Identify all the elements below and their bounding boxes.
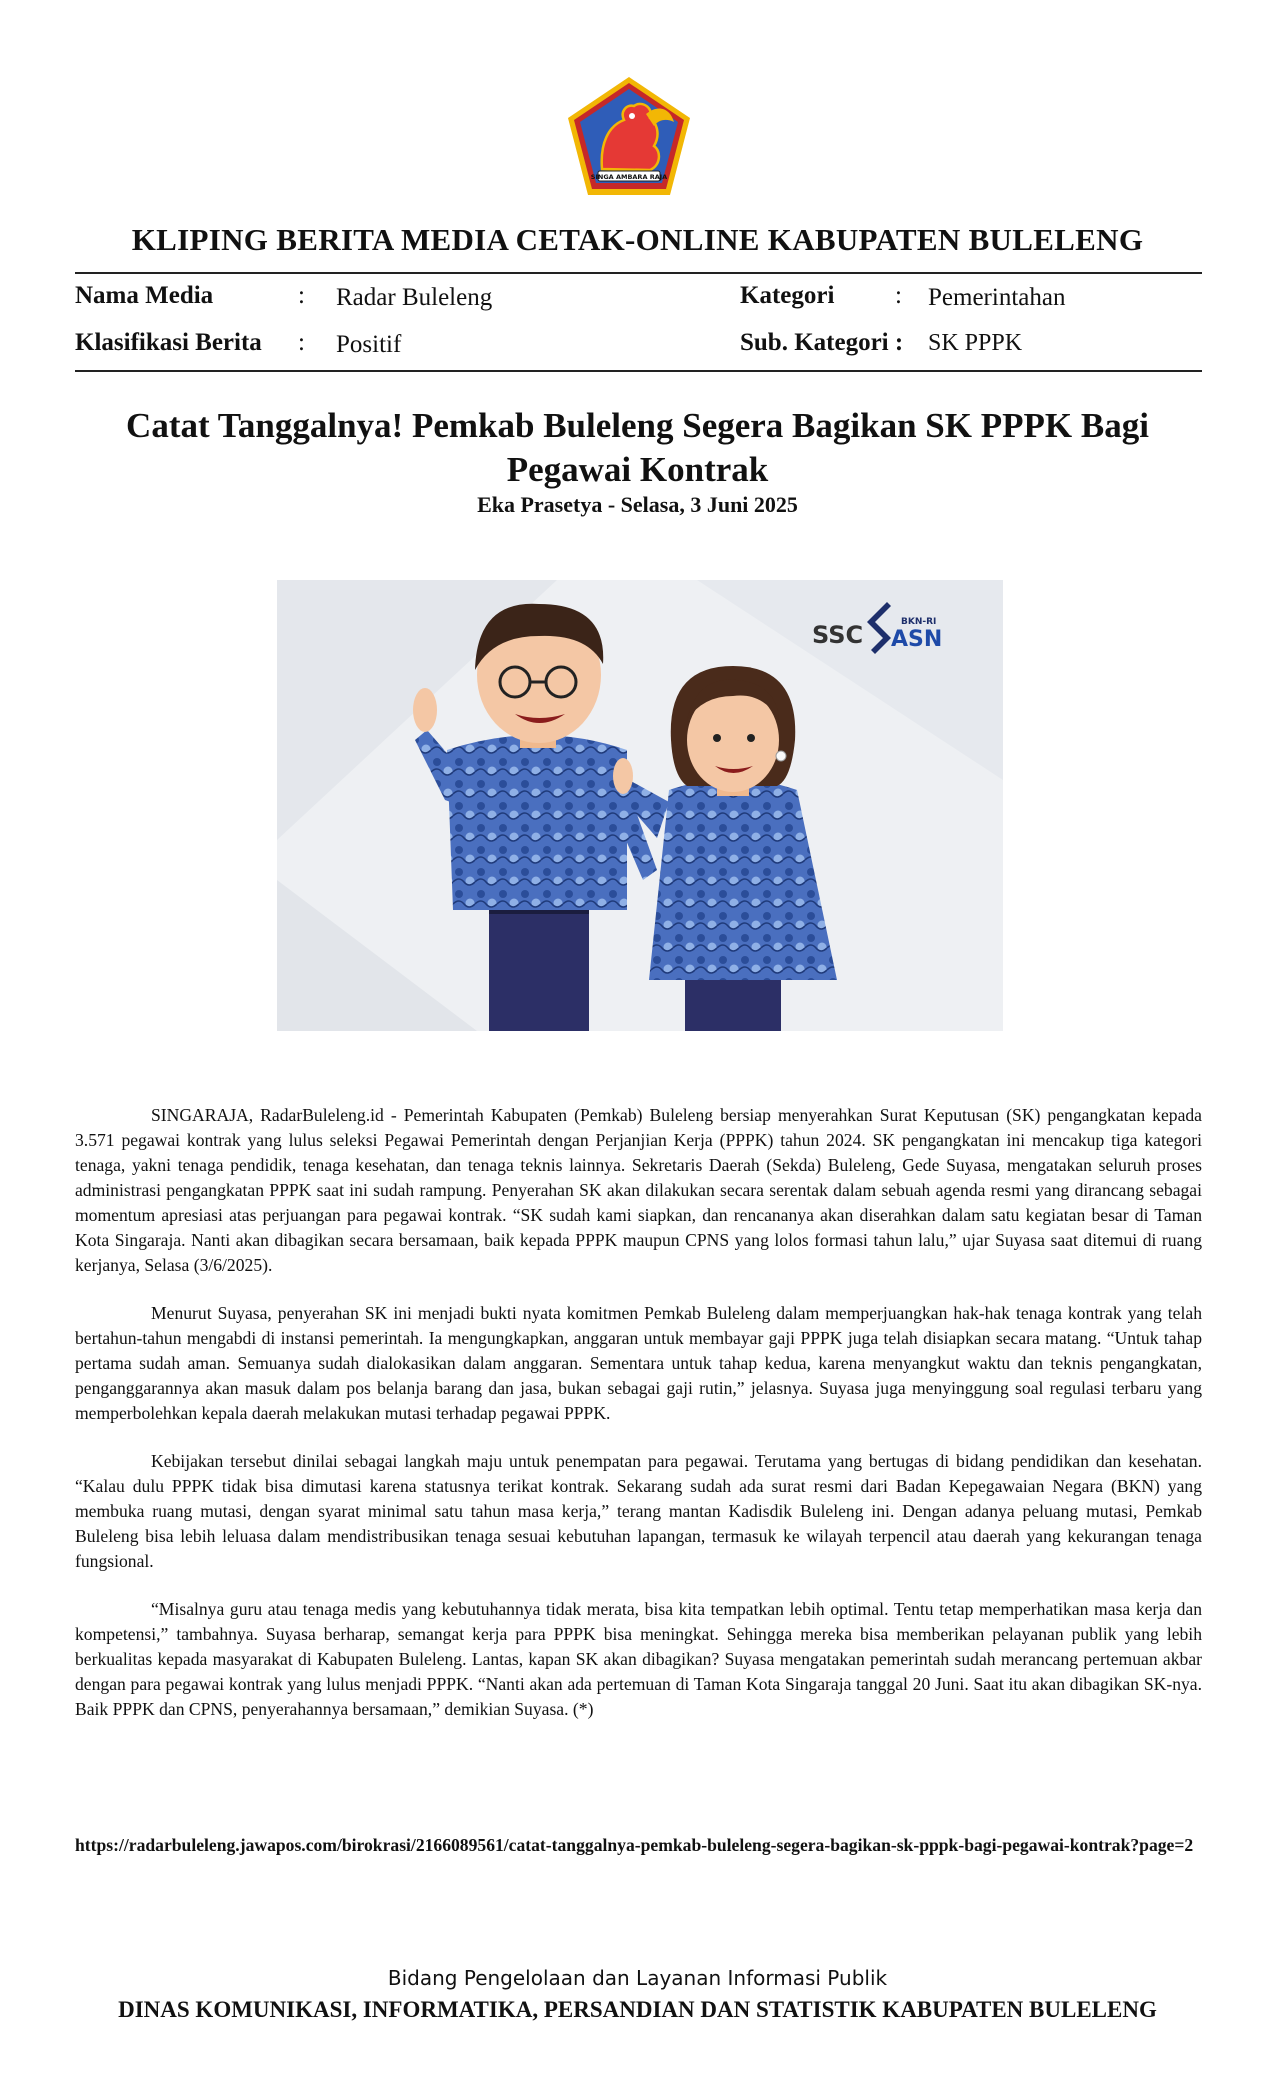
classification-value: Positif [336, 331, 402, 358]
media-label: Nama Media [75, 282, 214, 309]
subcategory-value: SK PPPK [928, 330, 1023, 356]
regency-logo [562, 74, 696, 198]
ssc-logo-text: SSC [812, 621, 864, 649]
source-link[interactable]: https://radarbuleleng.jawapos.com/birokrasi/2166089561/catat-tanggalnya-pemkab-buleleng-segera-bagikan-sk-pppk-bagi-pegawai-kontrak?page=2 [75, 1835, 1194, 1855]
article-byline: Eka Prasetya - Selasa, 3 Juni 2025 [477, 492, 798, 517]
article-headline: Catat Tanggalnya! Pemkab Buleleng Segera Bagikan SK PPPK Bagi Pegawai Kontrak [126, 406, 1149, 489]
bkn-logo-text: BKN-RI [901, 617, 937, 627]
article-body [75, 1103, 1202, 1745]
article-paragraph: “Misalnya guru atau tenaga medis yang kebutuhannya tidak merata, bisa kita tempatkan lebih optimal. Tentu tetap memperhatikan masa kerja dan kompetensi,” tambahnya. Suyasa berharap, semangat kerja para PPPK bisa meningkat. Sehingga mereka bisa memberikan pelayanan publik yang lebih berkualitas kepada masyarakat di Kabupaten Buleleng. Lantas, kapan SK akan dibagikan? Suyasa mengatakan pemerintah sudah merancang pertemuan akbar dengan para pegawai kontrak yang lulus menjadi PPPK. “Nanti akan ada pertemuan di Taman Kota Singaraja tanggal 20 Juni. Saat itu akan dibagikan SK-nya. Baik PPPK dan CPNS, penyerahannya bersamaan,” demikian Suyasa. (*) [75, 1599, 1202, 1719]
document-title: KLIPING BERITA MEDIA CETAK-ONLINE KABUPATEN BULELENG [131, 222, 1144, 257]
colon-separator: : [298, 282, 305, 309]
classification-label: Klasifikasi Berita [75, 329, 262, 356]
subcategory-label: Sub. Kategori : [740, 329, 904, 356]
svg-text:SINGA AMBARA RAJA: SINGA AMBARA RAJA [590, 173, 668, 181]
colon-separator: : [298, 329, 305, 356]
footer-division: Bidang Pengelolaan dan Layanan Informasi Publik [387, 1966, 888, 1990]
asn-logo-text: ASN [891, 627, 943, 652]
divider-top [75, 272, 1202, 274]
media-value: Radar Buleleng [336, 284, 493, 311]
category-value: Pemerintahan [928, 284, 1066, 311]
category-label: Kategori [740, 282, 835, 309]
article-paragraph: Kebijakan tersebut dinilai sebagai langkah maju untuk penempatan para pegawai. Terutama yang bertugas di bidang pendidikan dan kesehatan. “Kalau dulu PPPK tidak bisa dimutasi karena statusnya terikat kontrak. Sekarang sudah ada surat resmi dari Badan Kepegawaian Negara (BKN) yang membuka ruang mutasi, dengan syarat minimal satu tahun masa kerja,” terang mantan Kadisdik Buleleng ini. Dengan adanya peluang mutasi, Pemkab Buleleng bisa lebih leluasa dalam mendistribusikan tenaga sesuai kebutuhan lapangan, termasuk ke wilayah terpencil atau daerah yang kekurangan tenaga fungsional. [75, 1451, 1202, 1571]
footer-agency: DINAS KOMUNIKASI, INFORMATIKA, PERSANDIAN DAN STATISTIK KABUPATEN BULELENG [118, 1997, 1157, 2022]
divider-bottom [75, 370, 1202, 372]
colon-separator: : [895, 282, 902, 309]
article-paragraph: SINGARAJA, RadarBuleleng.id - Pemerintah Kabupaten (Pemkab) Buleleng bersiap menyerahkan Surat Keputusan (SK) pengangkatan kepada 3.571 pegawai kontrak yang lulus seleksi Pegawai Pemerintah dengan Perjanjian Kerja (PPPK) tahun 2024. SK pengangkatan ini mencakup tiga kategori tenaga, yakni tenaga pendidik, tenaga kesehatan, dan tenaga teknis lainnya. Sekretaris Daerah (Sekda) Buleleng, Gede Suyasa, mengatakan seluruh proses administrasi pengangkatan PPPK saat ini sudah rampung. Penyerahan SK akan dilakukan secara serentak dalam sebuah agenda resmi yang dirancang sebagai momentum apresiasi atas perjuangan para pegawai kontrak. “SK sudah kami siapkan, dan rencananya akan diserahkan dalam satu kegiatan besar di Taman Kota Singaraja. Nanti akan dibagikan secara bersamaan, baik kepada PPPK maupun CPNS yang lolos formasi tahun lalu,” ujar Suyasa saat ditemui di ruang kerjanya, Selasa (3/6/2025). [75, 1105, 1202, 1275]
article-paragraph: Menurut Suyasa, penyerahan SK ini menjadi bukti nyata komitmen Pemkab Buleleng dalam memperjuangkan hak-hak tenaga kontrak yang telah bertahun-tahun mengabdi di instansi pemerintah. Ia mengungkapkan, anggaran untuk membayar gaji PPPK juga telah disiapkan secara matang. “Untuk tahap pertama sudah aman. Semuanya sudah dialokasikan dalam anggaran. Sementara untuk tahap kedua, karena menyangkut waktu dan teknis pengangkatan, penganggarannya akan masuk dalam pos belanja barang dan jasa, bukan sebagai gaji rutin,” jelasnya. Suyasa juga menyinggung soal regulasi terbaru yang memperbolehkan kepala daerah melakukan mutasi terhadap pegawai PPPK. [75, 1303, 1202, 1423]
article-illustration [277, 580, 1003, 1031]
